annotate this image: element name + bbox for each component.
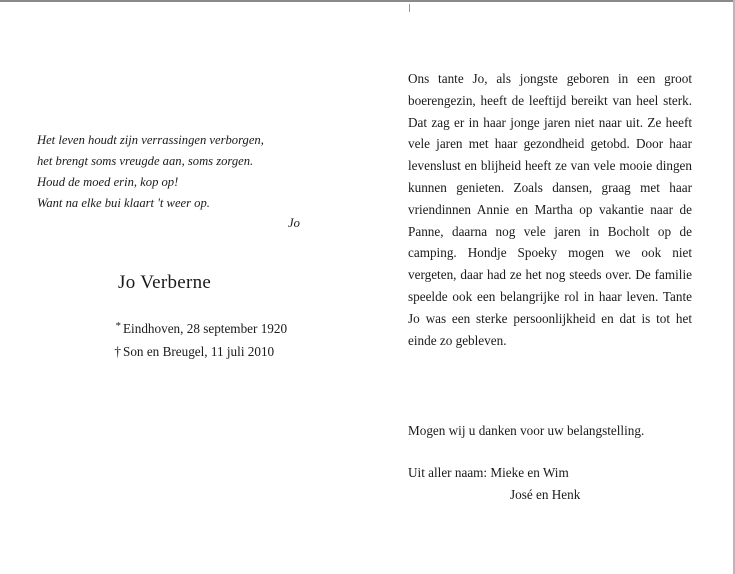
poem-line: Houd de moed erin, kop op! — [37, 175, 179, 189]
birth-symbol: * — [115, 320, 121, 332]
card-top-edge — [0, 0, 735, 2]
thanks-line: Mogen wij u danken voor uw belangstelling. — [408, 423, 645, 438]
signature — [408, 462, 580, 506]
memorial-text: Ons tante Jo, als jongste geboren in een groot boerengezin, heeft de leeftijd bereikt van heel sterk. Dat zag er in haar jonge jaren niet naar uit. Ze heeft vele jaren met haar gezondheid getobd. Door haar levenslust en blijheid heeft ze van vele mooie dingen kunnen genieten. Zoals dansen, graag met haar vriendinnen Annie en Martha op vakantie naar de Panne, daarna nog vele jaren in Bocholt op de camping. Hondje Spoeky mogen we ook niet vergeten, daar had ze het nog steeds over. De familie speelde ook een belangrijke rol in haar leven. Tante Jo was een sterke persoonlijkheid en dat is tot het einde zo gebleven. — [408, 71, 692, 348]
signature-line: Uit aller naam: Mieke en Wim — [408, 465, 569, 480]
death-date: Son en Breugel, 11 juli 2010 — [123, 344, 275, 359]
signature-line: José en Henk — [510, 486, 581, 502]
fold-mark — [409, 4, 410, 12]
poem-author: Jo — [288, 216, 300, 230]
birth-date: Eindhoven, 28 september 1920 — [123, 321, 288, 336]
death-line — [111, 341, 287, 363]
death-cross-icon: † — [114, 344, 121, 359]
deceased-name: Jo Verberne — [118, 272, 212, 293]
poem-line: Want na elke bui klaart 't weer op. — [37, 196, 210, 210]
poem-line: Het leven houdt zijn verrassingen verborgen, — [37, 133, 264, 147]
birth-line — [111, 318, 287, 341]
poem — [37, 130, 264, 214]
poem-line: het brengt soms vreugde aan, soms zorgen. — [37, 154, 254, 168]
life-dates — [111, 318, 287, 363]
